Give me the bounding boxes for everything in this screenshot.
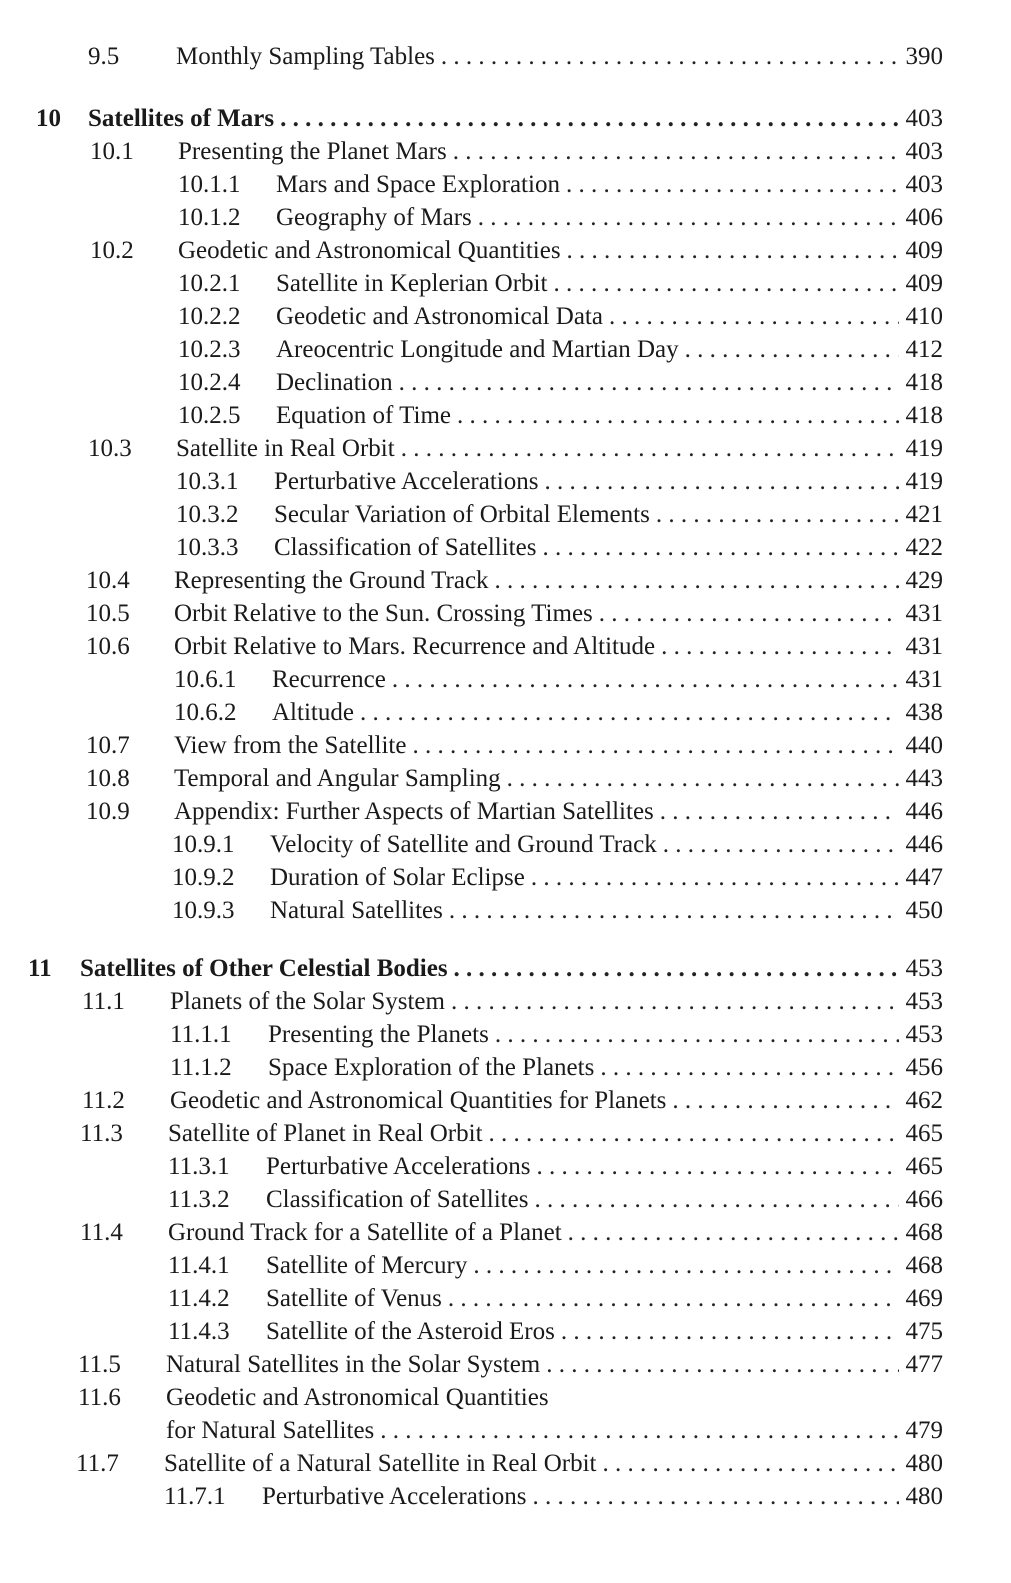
section-title: Satellites of Mars xyxy=(88,105,275,132)
toc-entry xyxy=(172,861,943,895)
section-title: Natural Satellites xyxy=(270,897,443,924)
dot-leader xyxy=(672,1084,899,1118)
section-number: 11.5 xyxy=(78,1351,121,1378)
toc-entry xyxy=(78,1381,943,1415)
toc-entry xyxy=(178,366,943,400)
page-number: 465 xyxy=(905,1153,943,1180)
page-number: 409 xyxy=(905,237,943,264)
section-number: 10.7 xyxy=(86,732,130,759)
dot-leader xyxy=(489,1117,899,1151)
page-number: 418 xyxy=(905,402,943,429)
section-number: 10.3.2 xyxy=(176,501,239,528)
toc-entry xyxy=(176,498,943,532)
section-number: 11.4.1 xyxy=(168,1252,230,1279)
page-number: 438 xyxy=(905,699,943,726)
toc-entry xyxy=(76,1447,943,1481)
section-title: Classification of Satellites xyxy=(266,1186,529,1213)
toc-entry xyxy=(168,1150,943,1184)
page-number: 453 xyxy=(905,988,943,1015)
section-title: Geodetic and Astronomical Quantities xyxy=(178,237,561,264)
dot-leader xyxy=(566,168,899,202)
toc-entry xyxy=(88,432,943,466)
section-title: Satellite of Mercury xyxy=(266,1252,468,1279)
dot-leader xyxy=(567,234,899,268)
dot-leader xyxy=(280,102,899,136)
section-title: Presenting the Planets xyxy=(268,1021,489,1048)
section-number: 10.2.3 xyxy=(178,336,241,363)
page-number: 410 xyxy=(905,303,943,330)
section-number: 11.4.3 xyxy=(168,1318,230,1345)
dot-leader xyxy=(609,300,899,334)
section-title: Geodetic and Astronomical Quantities for Planets xyxy=(170,1087,667,1114)
page-number: 447 xyxy=(905,864,943,891)
section-title: Satellites of Other Celestial Bodies xyxy=(80,955,448,982)
section-number: 11.4 xyxy=(80,1219,123,1246)
dot-leader xyxy=(478,201,899,235)
section-number: 10.6.2 xyxy=(174,699,237,726)
section-title: Monthly Sampling Tables xyxy=(176,43,435,70)
section-title: Presenting the Planet Mars xyxy=(178,138,447,165)
toc-entry xyxy=(86,597,943,631)
section-title: Satellite of Planet in Real Orbit xyxy=(168,1120,483,1147)
page-number: 446 xyxy=(905,831,943,858)
section-title: Geodetic and Astronomical Quantities xyxy=(166,1384,549,1411)
section-number: 10.2.4 xyxy=(178,369,241,396)
page-number: 450 xyxy=(905,897,943,924)
section-title: Equation of Time xyxy=(276,402,452,429)
toc-entry xyxy=(170,1051,943,1085)
section-title: Recurrence xyxy=(272,666,386,693)
section-title: Satellite of the Asteroid Eros xyxy=(266,1318,555,1345)
section-number: 10.1.1 xyxy=(178,171,241,198)
page-number: 419 xyxy=(905,435,943,462)
page-number: 480 xyxy=(905,1483,943,1510)
page-number: 390 xyxy=(905,43,943,70)
page-number: 440 xyxy=(905,732,943,759)
section-number: 11.1 xyxy=(82,988,125,1015)
toc-entry xyxy=(86,795,943,829)
toc-entry xyxy=(86,564,943,598)
section-number: 11.2 xyxy=(82,1087,125,1114)
section-title: View from the Satellite xyxy=(174,732,407,759)
section-title: Planets of the Solar System xyxy=(170,988,445,1015)
page-number: 403 xyxy=(905,105,943,132)
section-title: Ground Track for a Satellite of a Planet xyxy=(168,1219,562,1246)
dot-leader xyxy=(473,1249,899,1283)
dot-leader xyxy=(531,861,899,895)
toc-entry xyxy=(78,1348,943,1382)
toc-entry xyxy=(174,696,943,730)
section-number: 10.9 xyxy=(86,798,130,825)
page-number: 419 xyxy=(905,468,943,495)
dot-leader xyxy=(561,1315,899,1349)
dot-leader xyxy=(441,40,899,74)
dot-leader xyxy=(380,1414,899,1448)
section-number: 10.3.1 xyxy=(176,468,239,495)
section-title: Perturbative Accelerations xyxy=(274,468,539,495)
toc-entry xyxy=(174,663,943,697)
section-title: Classification of Satellites xyxy=(274,534,537,561)
toc-entry xyxy=(82,1084,943,1118)
dot-leader xyxy=(568,1216,899,1250)
page-number: 453 xyxy=(905,1021,943,1048)
section-title: Velocity of Satellite and Ground Track xyxy=(270,831,657,858)
dot-leader xyxy=(495,564,899,598)
section-number: 11.7.1 xyxy=(164,1483,226,1510)
section-number: 10.6.1 xyxy=(174,666,237,693)
dot-leader xyxy=(663,828,899,862)
toc-entry xyxy=(80,1216,943,1250)
page-number: 475 xyxy=(905,1318,943,1345)
section-number: 10.9.2 xyxy=(172,864,235,891)
toc-entry xyxy=(178,300,943,334)
toc-entry xyxy=(164,1480,943,1514)
toc-entry xyxy=(90,234,943,268)
dot-leader xyxy=(534,1183,899,1217)
page-number: 409 xyxy=(905,270,943,297)
page-number: 431 xyxy=(905,666,943,693)
toc-entry xyxy=(168,1315,943,1349)
page-number: 468 xyxy=(905,1219,943,1246)
page-number: 421 xyxy=(905,501,943,528)
section-number: 10.9.3 xyxy=(172,897,235,924)
section-title: Space Exploration of the Planets xyxy=(268,1054,595,1081)
toc-entry xyxy=(172,828,943,862)
dot-leader xyxy=(661,630,899,664)
toc-entry xyxy=(178,168,943,202)
page-number: 418 xyxy=(905,369,943,396)
page-number: 468 xyxy=(905,1252,943,1279)
dot-leader xyxy=(599,597,899,631)
toc-entry xyxy=(172,894,943,928)
dot-leader xyxy=(656,498,899,532)
section-number: 11.6 xyxy=(78,1384,121,1411)
page-number: 406 xyxy=(905,204,943,231)
toc-entry xyxy=(178,399,943,433)
section-number: 10.8 xyxy=(86,765,130,792)
dot-leader xyxy=(360,696,899,730)
toc-entry xyxy=(176,465,943,499)
section-title: Natural Satellites in the Solar System xyxy=(166,1351,541,1378)
dot-leader xyxy=(542,531,899,565)
page-number: 462 xyxy=(905,1087,943,1114)
page-number: 403 xyxy=(905,138,943,165)
section-title: Declination xyxy=(276,369,393,396)
page-number: 412 xyxy=(905,336,943,363)
section-title: Areocentric Longitude and Martian Day xyxy=(276,336,679,363)
toc-entry xyxy=(86,762,943,796)
section-title: Mars and Space Exploration xyxy=(276,171,560,198)
toc-entry xyxy=(82,985,943,1019)
dot-leader xyxy=(453,135,899,169)
section-number: 11.3.1 xyxy=(168,1153,230,1180)
section-number: 10.3.3 xyxy=(176,534,239,561)
section-number: 11.1.1 xyxy=(170,1021,232,1048)
dot-leader xyxy=(603,1447,899,1481)
dot-leader xyxy=(600,1051,899,1085)
dot-leader xyxy=(412,729,899,763)
page-number: 429 xyxy=(905,567,943,594)
section-title: Orbit Relative to Mars. Recurrence and Altitude xyxy=(174,633,656,660)
section-title: Satellite of Venus xyxy=(266,1285,442,1312)
section-title: Duration of Solar Eclipse xyxy=(270,864,525,891)
dot-leader xyxy=(401,432,899,466)
section-number: 10.2.1 xyxy=(178,270,241,297)
section-number: 10.2 xyxy=(90,237,134,264)
toc-entry xyxy=(176,531,943,565)
toc-entry xyxy=(86,729,943,763)
dot-leader xyxy=(392,663,899,697)
section-number: 10.2.2 xyxy=(178,303,241,330)
section-number: 10.6 xyxy=(86,633,130,660)
section-title: Appendix: Further Aspects of Martian Satellites xyxy=(174,798,654,825)
page-number: 431 xyxy=(905,600,943,627)
section-number: 11.4.2 xyxy=(168,1285,230,1312)
toc-entry xyxy=(178,333,943,367)
toc-entry xyxy=(90,135,943,169)
section-number: 10.1 xyxy=(90,138,134,165)
section-title: Secular Variation of Orbital Elements xyxy=(274,501,650,528)
section-number: 11.7 xyxy=(76,1450,119,1477)
toc-chapter-entry xyxy=(36,102,943,136)
section-number: 11 xyxy=(28,955,52,982)
page-number: 465 xyxy=(905,1120,943,1147)
section-title: Orbit Relative to the Sun. Crossing Times xyxy=(174,600,593,627)
page-number: 446 xyxy=(905,798,943,825)
page-number: 431 xyxy=(905,633,943,660)
page-number: 403 xyxy=(905,171,943,198)
toc-entry xyxy=(168,1183,943,1217)
dot-leader xyxy=(399,366,899,400)
toc-entry xyxy=(88,40,943,74)
section-number: 10.4 xyxy=(86,567,130,594)
section-number: 10 xyxy=(36,105,61,132)
dot-leader xyxy=(532,1480,899,1514)
dot-leader xyxy=(457,399,899,433)
section-title: Perturbative Accelerations xyxy=(266,1153,531,1180)
section-number: 9.5 xyxy=(88,43,120,70)
section-title: Temporal and Angular Sampling xyxy=(174,765,501,792)
dot-leader xyxy=(507,762,899,796)
page-number: 479 xyxy=(905,1417,943,1444)
section-title: Geography of Mars xyxy=(276,204,472,231)
page-number: 443 xyxy=(905,765,943,792)
dot-leader xyxy=(454,952,899,986)
dot-leader xyxy=(448,1282,899,1316)
section-number: 11.3.2 xyxy=(168,1186,230,1213)
dot-leader xyxy=(451,985,899,1019)
section-title: Satellite of a Natural Satellite in Real Orbit xyxy=(164,1450,597,1477)
page-number: 469 xyxy=(905,1285,943,1312)
section-title: Representing the Ground Track xyxy=(174,567,489,594)
section-title: Geodetic and Astronomical Data xyxy=(276,303,603,330)
dot-leader xyxy=(660,795,899,829)
toc-chapter-entry xyxy=(28,952,943,986)
section-number: 10.2.5 xyxy=(178,402,241,429)
section-title: Satellite in Real Orbit xyxy=(176,435,395,462)
section-number: 10.3 xyxy=(88,435,132,462)
dot-leader xyxy=(685,333,899,367)
section-number: 10.5 xyxy=(86,600,130,627)
toc-entry xyxy=(78,1414,943,1448)
section-title: Satellite in Keplerian Orbit xyxy=(276,270,548,297)
section-number: 11.1.2 xyxy=(170,1054,232,1081)
page-number: 453 xyxy=(905,955,943,982)
page-number: 480 xyxy=(905,1450,943,1477)
toc-entry xyxy=(168,1282,943,1316)
section-title: Perturbative Accelerations xyxy=(262,1483,527,1510)
page-number: 466 xyxy=(905,1186,943,1213)
toc-entry xyxy=(178,201,943,235)
toc-entry xyxy=(178,267,943,301)
dot-leader xyxy=(544,465,899,499)
dot-leader xyxy=(553,267,899,301)
section-number: 10.9.1 xyxy=(172,831,235,858)
dot-leader xyxy=(449,894,899,928)
toc-entry xyxy=(168,1249,943,1283)
dot-leader xyxy=(536,1150,899,1184)
page-number: 422 xyxy=(905,534,943,561)
section-number: 10.1.2 xyxy=(178,204,241,231)
page-number: 477 xyxy=(905,1351,943,1378)
dot-leader xyxy=(546,1348,899,1382)
dot-leader xyxy=(495,1018,899,1052)
toc-entry xyxy=(86,630,943,664)
section-number: 11.3 xyxy=(80,1120,123,1147)
toc-entry xyxy=(170,1018,943,1052)
section-title: Altitude xyxy=(272,699,354,726)
section-title: for Natural Satellites xyxy=(166,1417,375,1444)
toc-entry xyxy=(80,1117,943,1151)
page-number: 456 xyxy=(905,1054,943,1081)
